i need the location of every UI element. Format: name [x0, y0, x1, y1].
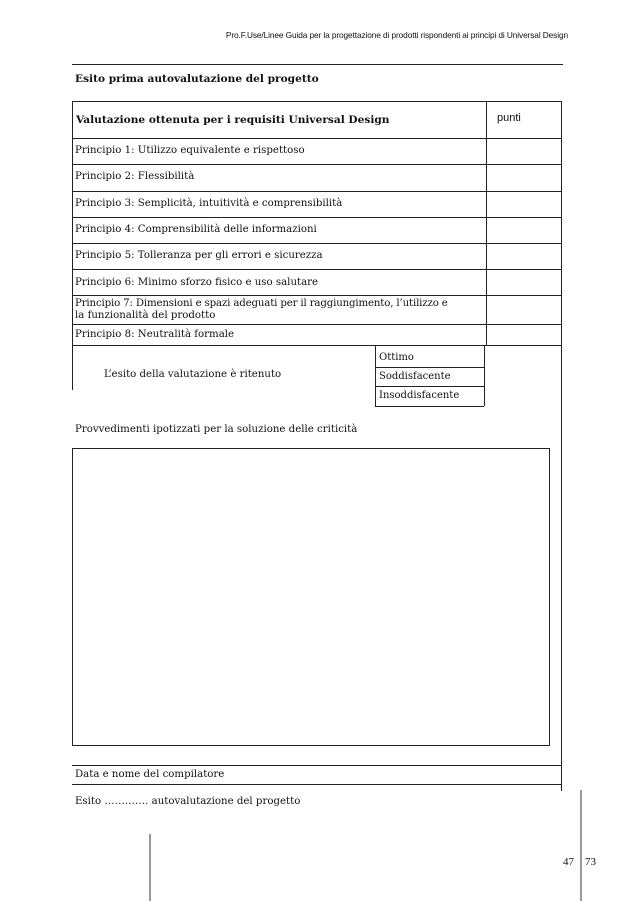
compiler-label: Data e nome del compilatore [75, 769, 225, 780]
page-number-total: 73 [585, 856, 596, 868]
outcome-label: L’esito della valutazione è ritenuto [104, 369, 282, 380]
row-rule [72, 138, 562, 139]
left-margin-bar [149, 834, 151, 901]
principle-row-6: Principio 6: Minimo sforzo fisico e uso salutare [75, 277, 319, 288]
points-header: punti [497, 112, 521, 124]
outcome-checkbox-divider [484, 345, 485, 406]
measures-label: Provvedimenti ipotizzati per la soluzione delle criticità [75, 424, 358, 435]
principle-row-4: Principio 4: Comprensibilità delle informazioni [75, 224, 317, 235]
outcome-option-ottimo: Ottimo [379, 352, 414, 363]
outcome-option-insoddisfacente: Insoddisfacente [379, 390, 460, 401]
row-rule [72, 269, 562, 270]
row-rule [72, 345, 562, 346]
table-top-rule [72, 101, 562, 102]
table-header-label: Valutazione ottenuta per i requisiti Universal Design [76, 114, 390, 126]
outcome-divider [375, 345, 376, 406]
row-rule [72, 243, 562, 244]
row-rule [72, 295, 562, 296]
outcome-row-rule [375, 367, 484, 368]
principle-row-7-continued: la funzionalità del prodotto [75, 310, 216, 321]
compiler-top-rule [72, 765, 562, 766]
compiler-bottom-rule [72, 784, 562, 785]
table-left-border [72, 101, 73, 390]
measures-text-box[interactable] [72, 448, 550, 746]
outcome-row-rule [375, 386, 484, 387]
row-rule [72, 164, 562, 165]
section-title: Esito prima autovalutazione del progetto [75, 73, 319, 85]
principle-row-8: Principio 8: Neutralità formale [75, 329, 235, 340]
page-number-current: 47 [563, 856, 574, 868]
row-rule [72, 324, 562, 325]
outcome-sentence: Esito …………. autovalutazione del progetto [75, 796, 301, 807]
outcome-row-rule [375, 406, 484, 407]
header-rule [72, 64, 563, 65]
row-rule [72, 191, 562, 192]
outcome-option-soddisfacente: Soddisfacente [379, 371, 451, 382]
principle-row-2: Principio 2: Flessibilità [75, 171, 195, 182]
principle-row-1: Principio 1: Utilizzo equivalente e rispettoso [75, 145, 305, 156]
principle-row-7: Principio 7: Dimensioni e spazi adeguati per il raggiungimento, l’utilizzo e [75, 298, 448, 309]
row-rule [72, 217, 562, 218]
right-margin-bar [580, 790, 582, 901]
principle-row-5: Principio 5: Tolleranza per gli errori e sicurezza [75, 250, 323, 261]
principle-row-3: Principio 3: Semplicità, intuitività e comprensibilità [75, 198, 343, 209]
table-right-border [561, 101, 562, 791]
running-header: Pro.F.Use/Linee Guida per la progettazione di prodotti rispondenti ai principi di Universal Design [225, 30, 568, 40]
